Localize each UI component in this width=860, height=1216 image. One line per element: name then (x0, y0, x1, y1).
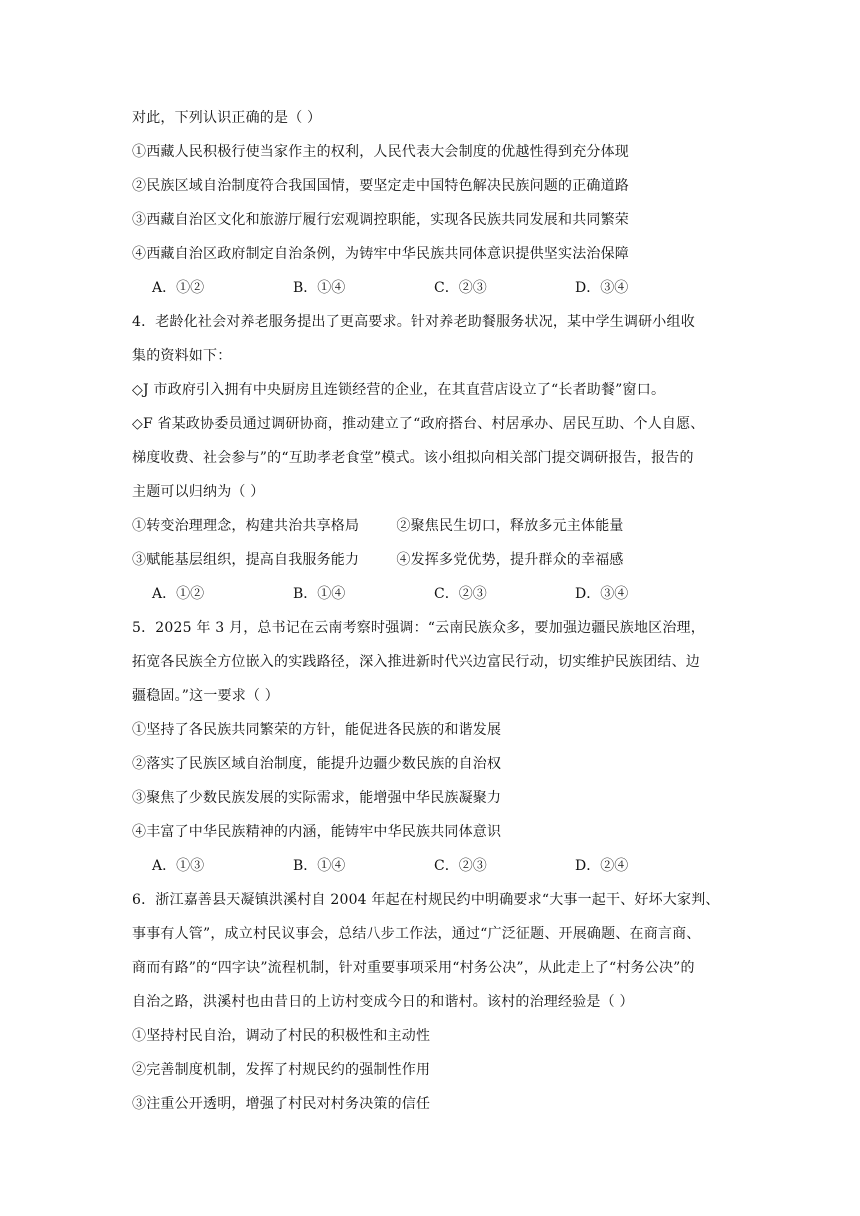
statement-3: ③西藏自治区文化和旅游厅履行宏观调控职能，实现各民族共同发展和共同繁荣 (132, 212, 629, 228)
question-stem-line: 事事有人管”，成立村民议事会，总结八步工作法，通过“广泛征题、开展确题、在商言商、 (132, 926, 701, 942)
option-d: D．②④ (575, 858, 629, 874)
question-stem-line: 自治之路，洪溪村也由昔日的上访村变成今日的和谐村。该村的治理经验是（ ） (132, 994, 634, 1010)
option-b: B．①④ (293, 586, 346, 602)
exam-page (132, 108, 732, 1128)
question-stem: 对此，下列认识正确的是（ ） (132, 110, 322, 126)
question-6 (132, 890, 732, 1114)
question-4 (132, 312, 732, 604)
statement-row: ①转变治理理念，构建共治共享格局 ②聚焦民生切口，释放多元主体能量 (132, 518, 624, 534)
question-stem-line: 6．浙江嘉善县天凝镇洪溪村自 2004 年起在村规民约中明确要求“大事一起干、好坏大家判、 (132, 892, 720, 908)
question-stem-line: 4．老龄化社会对养老服务提出了更高要求。针对养老助餐服务状况，某中学生调研小组收 (132, 314, 695, 330)
question-3 (132, 108, 732, 298)
option-c: C．②③ (434, 586, 487, 602)
statement-1: ①西藏人民积极行使当家作主的权利，人民代表大会制度的优越性得到充分体现 (132, 144, 629, 160)
material-item: ◇J 市政府引入拥有中央厨房且连锁经营的企业，在其直营店设立了“长者助餐”窗口。 (132, 382, 666, 398)
statement-3: ③聚焦了少数民族发展的实际需求，能增强中华民族凝聚力 (132, 790, 502, 806)
option-d: D．③④ (575, 280, 629, 296)
option-d: D．③④ (575, 586, 629, 602)
question-stem-line: 疆稳固。”这一要求（ ） (132, 688, 280, 704)
statement-2: ②完善制度机制，发挥了村规民约的强制性作用 (132, 1062, 431, 1078)
material-item: ◇F 省某政协委员通过调研协商，推动建立了“政府搭台、村居承办、居民互助、个人自愿、 (132, 416, 705, 432)
statement-3: ③注重公开透明，增强了村民对村务决策的信任 (132, 1096, 431, 1112)
question-5 (132, 618, 732, 876)
answer-options (132, 584, 732, 604)
question-stem-line: 商而有路”的“四字诀”流程机制，针对重要事项采用“村务公决”，从此走上了“村务公决”的 (132, 960, 695, 976)
question-stem-line: 5．2025 年 3 月，总书记在云南考察时强调：“云南民族众多，要加强边疆民族地区治理， (132, 620, 705, 636)
option-a: A．①③ (152, 858, 205, 874)
answer-options (132, 278, 732, 298)
question-stem-line: 梯度收费、社会参与”的“互助孝老食堂”模式。该小组拟向相关部门提交调研报告，报告的 (132, 450, 694, 466)
question-stem-line: 集的资料如下： (132, 348, 232, 364)
statement-1: ①坚持村民自治，调动了村民的积极性和主动性 (132, 1028, 431, 1044)
option-a: A．①② (152, 280, 205, 296)
statement-2: ②落实了民族区域自治制度，能提升边疆少数民族的自治权 (132, 756, 502, 772)
option-a: A．①② (152, 586, 205, 602)
option-b: B．①④ (293, 858, 346, 874)
statement-1: ①坚持了各民族共同繁荣的方针，能促进各民族的和谐发展 (132, 722, 502, 738)
option-b: B．①④ (293, 280, 346, 296)
option-c: C．②③ (434, 858, 487, 874)
question-stem-line: 主题可以归纳为（ ） (132, 484, 265, 500)
answer-options (132, 856, 732, 876)
statement-row: ③赋能基层组织，提高自我服务能力 ④发挥多党优势，提升群众的幸福感 (132, 552, 624, 568)
statement-2: ②民族区域自治制度符合我国国情，要坚定走中国特色解决民族问题的正确道路 (132, 178, 629, 194)
question-stem-line: 拓宽各民族全方位嵌入的实践路径，深入推进新时代兴边富民行动，切实维护民族团结、边 (132, 654, 700, 670)
statement-4: ④西藏自治区政府制定自治条例，为铸牢中华民族共同体意识提供坚实法治保障 (132, 246, 629, 262)
statement-4: ④丰富了中华民族精神的内涵，能铸牢中华民族共同体意识 (132, 824, 502, 840)
option-c: C．②③ (434, 280, 487, 296)
